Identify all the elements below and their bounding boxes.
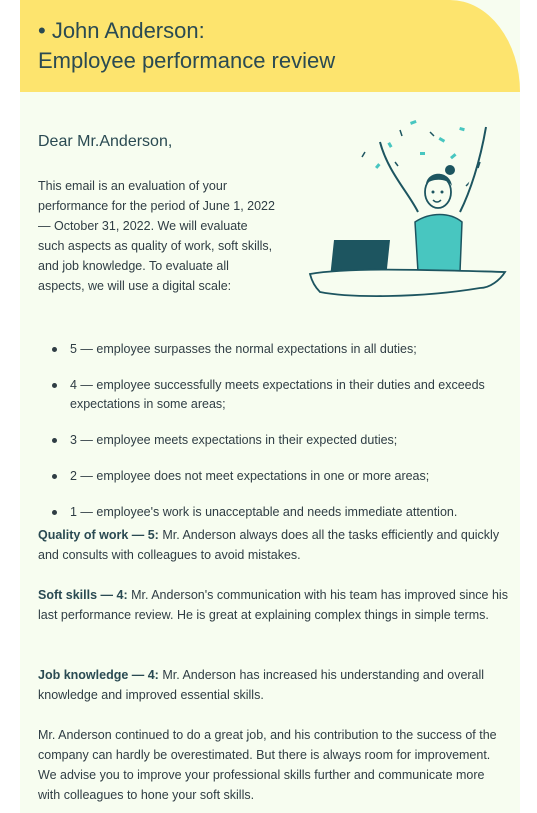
quality-of-work-section (38, 525, 508, 565)
job-knowledge-section (38, 665, 508, 705)
header-title-subject: Employee performance review (38, 48, 336, 73)
soft-skills-section (38, 585, 508, 625)
list-item: 4 — employee successfully meets expectations in their duties and exceeds expectations in some areas; (38, 376, 508, 414)
list-item: 3 — employee meets expectations in their expected duties; (38, 431, 508, 450)
greeting: Dear Mr.Anderson, (38, 133, 173, 150)
list-item: 1 — employee's work is unacceptable and needs immediate attention. (38, 503, 508, 522)
section-text: Mr. Anderson's communication with his team has improved since his last performance review. He is great at explaining complex things in simple terms. (38, 588, 508, 622)
celebrating-woman-illustration (290, 112, 510, 302)
rating-scale-list (38, 340, 508, 539)
intro-paragraph: This email is an evaluation of your performance for the period of June 1, 2022 — October 31, 2022. We will evaluate such aspects as quality of work, soft skills, and job knowledge. To evaluate all aspects, we will use a digital scale: (38, 179, 275, 293)
header-banner (20, 0, 520, 92)
section-label: Soft skills — 4: (38, 588, 128, 602)
section-text: Mr. Anderson always does all the tasks efficiently and quickly and consults with colleagues to avoid mistakes. (38, 528, 500, 562)
section-text: Mr. Anderson has increased his understanding and overall knowledge and improved essential skills. (38, 668, 485, 702)
email-card (20, 0, 520, 813)
closing-paragraph: Mr. Anderson continued to do a great job, and his contribution to the success of the company can hardly be overestimated. But there is always room for improvement. We advise you to improve your professional skills further and communicate more with colleagues to hone your soft skills. (38, 728, 497, 802)
list-item: 5 — employee surpasses the normal expectations in all duties; (38, 340, 508, 359)
section-label: Quality of work — 5: (38, 528, 159, 542)
section-label: Job knowledge — 4: (38, 668, 159, 682)
list-item: 2 — employee does not meet expectations in one or more areas; (38, 467, 508, 486)
header-title-name: • John Anderson: (38, 18, 205, 43)
